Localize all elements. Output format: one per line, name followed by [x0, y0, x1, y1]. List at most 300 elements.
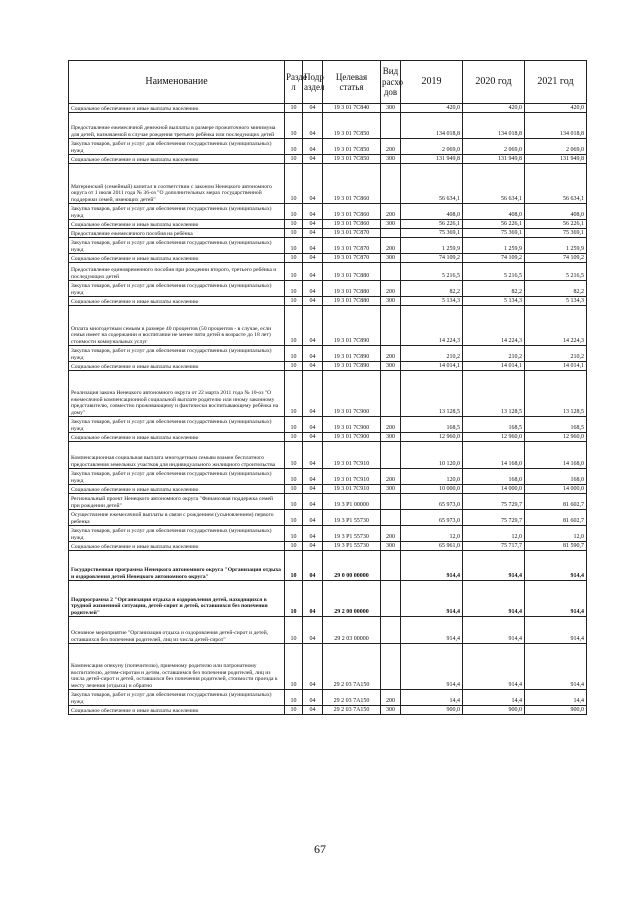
row-razdel: 10: [285, 551, 303, 581]
row-name: Реализация закона Ненецкого автономного округа от 22 марта 2011 года № 10-оз "О ежемесячной компенсационной социальной выплате родителю или иному законному представителю, совместно проживающему и фактически воспитывающему ребёнка на дому": [69, 371, 285, 417]
table-row: [69, 281, 587, 297]
row-razdel: 10: [285, 346, 303, 362]
row-podrazdel: 04: [303, 485, 323, 494]
row-podrazdel: 04: [303, 164, 323, 204]
row-podrazdel: 04: [303, 306, 323, 346]
row-value-2020: 5 216,5: [463, 263, 525, 281]
row-expense-type: [381, 229, 401, 238]
row-value-2021: 74 109,2: [525, 254, 587, 263]
row-value-2019: 120,0: [401, 469, 463, 485]
row-expense-type: [381, 371, 401, 417]
row-value-2020: 914,4: [463, 581, 525, 617]
row-expense-type: [381, 644, 401, 690]
row-razdel: 10: [285, 690, 303, 706]
row-podrazdel: 04: [303, 254, 323, 263]
row-expense-type: 200: [381, 690, 401, 706]
row-name: Предоставление ежемесячной денежной выплаты в размере прожиточного минимума для детей, назначаемой в случае рождения третьего ребёнка или последующих детей: [69, 113, 285, 139]
row-name: Социальное обеспечение и иные выплаты населению: [69, 706, 285, 715]
row-razdel: 10: [285, 617, 303, 644]
row-expense-type: [381, 510, 401, 526]
row-razdel: 10: [285, 644, 303, 690]
row-value-2021: 12,0: [525, 526, 587, 542]
row-value-2021: 420,0: [525, 104, 587, 113]
table-row: [69, 254, 587, 263]
table-row: [69, 155, 587, 164]
row-podrazdel: 04: [303, 469, 323, 485]
row-name: Материнский (семейный) капитал в соответствии с законом Ненецкого автономного округа от 1 июля 2011 года № 36-оз "О дополнительных мерах государственной поддержки семей, имеющих детей": [69, 164, 285, 204]
row-expense-type: 300: [381, 155, 401, 164]
row-value-2019: 131 949,8: [401, 155, 463, 164]
row-value-2021: 408,0: [525, 204, 587, 220]
row-target: 19 3 01 7С900: [323, 371, 381, 417]
row-podrazdel: 04: [303, 263, 323, 281]
row-target: 19 3 Р1 55730: [323, 510, 381, 526]
table-row: [69, 238, 587, 254]
row-name: Закупка товаров, работ и услуг для обеспечения государственных (муниципальных) нужд: [69, 417, 285, 433]
row-value-2019: 10 000,0: [401, 485, 463, 494]
row-razdel: 10: [285, 469, 303, 485]
row-value-2020: 14,4: [463, 690, 525, 706]
row-target: 19 3 01 7С860: [323, 220, 381, 229]
row-value-2020: 75 729,7: [463, 494, 525, 510]
row-value-2020: 14 168,0: [463, 442, 525, 469]
row-razdel: 10: [285, 306, 303, 346]
row-target: 19 3 01 7С880: [323, 297, 381, 306]
row-razdel: 10: [285, 526, 303, 542]
row-expense-type: 200: [381, 139, 401, 155]
table-row: [69, 690, 587, 706]
row-name: Закупка товаров, работ и услуг для обеспечения государственных (муниципальных) нужд: [69, 469, 285, 485]
row-value-2019: 65 973,0: [401, 494, 463, 510]
row-target: 19 3 01 7С910: [323, 485, 381, 494]
row-value-2019: 75 369,1: [401, 229, 463, 238]
row-value-2019: 13 128,5: [401, 371, 463, 417]
row-target: 19 3 Р1 55730: [323, 526, 381, 542]
table-row: [69, 113, 587, 139]
row-target: 19 3 01 7С860: [323, 164, 381, 204]
row-podrazdel: 04: [303, 238, 323, 254]
row-value-2020: 56 634,1: [463, 164, 525, 204]
row-value-2019: 210,2: [401, 346, 463, 362]
row-razdel: 10: [285, 220, 303, 229]
header-year-2021: 2021 год: [525, 61, 587, 104]
row-value-2021: 2 069,0: [525, 139, 587, 155]
row-value-2021: 914,4: [525, 581, 587, 617]
row-value-2019: 65 961,0: [401, 542, 463, 551]
header-target: Целевая статья: [323, 61, 381, 104]
row-value-2021: 914,4: [525, 644, 587, 690]
row-razdel: 10: [285, 485, 303, 494]
row-value-2021: 168,5: [525, 417, 587, 433]
row-name: Предоставление единовременного пособия при рождении второго, третьего ребёнка и последующих детей: [69, 263, 285, 281]
row-value-2020: 2 069,0: [463, 139, 525, 155]
header-expense-type: Вид расхо дов: [381, 61, 401, 104]
table-row: [69, 510, 587, 526]
row-value-2021: 914,4: [525, 617, 587, 644]
row-name: Закупка товаров, работ и услуг для обеспечения государственных (муниципальных) нужд: [69, 204, 285, 220]
header-year-2019: 2019: [401, 61, 463, 104]
row-name: Закупка товаров, работ и услуг для обеспечения государственных (муниципальных) нужд: [69, 139, 285, 155]
table-row: [69, 346, 587, 362]
row-expense-type: 200: [381, 281, 401, 297]
row-podrazdel: 04: [303, 510, 323, 526]
table-row: [69, 469, 587, 485]
row-expense-type: [381, 494, 401, 510]
row-value-2020: 12,0: [463, 526, 525, 542]
row-name: Социальное обеспечение и иные выплаты населению: [69, 220, 285, 229]
row-expense-type: [381, 164, 401, 204]
row-name: Оплата многодетным семьям в размере 40 процентов (50 процентов - в случае, если семья имеет на содержании и воспитании не менее пяти детей в возрасте до 18 лет) стоимости коммунальных услуг: [69, 306, 285, 346]
row-expense-type: 200: [381, 526, 401, 542]
row-podrazdel: 04: [303, 526, 323, 542]
row-razdel: 10: [285, 155, 303, 164]
row-value-2021: 900,0: [525, 706, 587, 715]
row-expense-type: 200: [381, 469, 401, 485]
row-expense-type: [381, 113, 401, 139]
row-value-2019: 14,4: [401, 690, 463, 706]
row-razdel: 10: [285, 238, 303, 254]
row-podrazdel: 04: [303, 220, 323, 229]
row-name: Социальное обеспечение и иные выплаты населению: [69, 362, 285, 371]
row-podrazdel: 04: [303, 104, 323, 113]
row-razdel: 10: [285, 362, 303, 371]
row-value-2021: 13 128,5: [525, 371, 587, 417]
row-name: Социальное обеспечение и иные выплаты населению: [69, 104, 285, 113]
row-razdel: 10: [285, 204, 303, 220]
row-name: Закупка товаров, работ и услуг для обеспечения государственных (муниципальных) нужд: [69, 690, 285, 706]
table-row: [69, 297, 587, 306]
row-value-2019: 914,4: [401, 551, 463, 581]
table-row: [69, 417, 587, 433]
row-value-2021: 134 018,8: [525, 113, 587, 139]
row-value-2020: 210,2: [463, 346, 525, 362]
table-header-row: [69, 61, 587, 104]
row-value-2019: 914,4: [401, 581, 463, 617]
row-value-2021: 14 000,0: [525, 485, 587, 494]
row-value-2021: 1 259,9: [525, 238, 587, 254]
row-expense-type: [381, 551, 401, 581]
row-target: 19 3 01 7С890: [323, 306, 381, 346]
header-razdel: Разде л: [285, 61, 303, 104]
row-podrazdel: 04: [303, 581, 323, 617]
row-expense-type: [381, 617, 401, 644]
row-razdel: 10: [285, 229, 303, 238]
row-expense-type: 300: [381, 433, 401, 442]
header-podrazdel: Подр аздел: [303, 61, 323, 104]
row-podrazdel: 04: [303, 706, 323, 715]
table-row: [69, 617, 587, 644]
row-expense-type: 200: [381, 346, 401, 362]
row-name: Осуществление ежемесячной выплаты в связи с рождением (усыновлением) первого ребенка: [69, 510, 285, 526]
row-value-2021: 12 960,0: [525, 433, 587, 442]
row-name: Государственная программа Ненецкого автономного округа "Организация отдыха и оздоровления детей Ненецкого автономного округа": [69, 551, 285, 581]
row-value-2019: 56 634,1: [401, 164, 463, 204]
row-name: Социальное обеспечение и иные выплаты населению: [69, 485, 285, 494]
row-target: 19 3 01 7С910: [323, 442, 381, 469]
row-expense-type: [381, 442, 401, 469]
row-razdel: 10: [285, 442, 303, 469]
row-name: Компенсация опекуну (попечителю), приемному родителю или патронатному воспитателю, детям-сиротам и детям, оставшимся без попечения родителей, лиц из числа детей-сирот и детей, оставшихся без попечения родителей, стоимости проезда к месту лечения (отдыха) и обратно: [69, 644, 285, 690]
row-name: Основное мероприятие "Организация отдыха и оздоровления детей-сирот и детей, оставшихся без попечения родителей, лиц из числа детей-сирот": [69, 617, 285, 644]
row-podrazdel: 04: [303, 362, 323, 371]
row-value-2019: 65 973,0: [401, 510, 463, 526]
row-value-2021: 75 369,1: [525, 229, 587, 238]
row-target: 19 3 01 7С840: [323, 104, 381, 113]
row-name: Предоставление ежемесячного пособия на ребёнка: [69, 229, 285, 238]
row-name: Закупка товаров, работ и услуг для обеспечения государственных (муниципальных) нужд: [69, 346, 285, 362]
row-target: 29 2 03 7А150: [323, 644, 381, 690]
row-target: 29 0 00 00000: [323, 551, 381, 581]
row-value-2021: 5 134,3: [525, 297, 587, 306]
row-podrazdel: 04: [303, 417, 323, 433]
row-expense-type: [381, 581, 401, 617]
row-name: Социальное обеспечение и иные выплаты населению: [69, 155, 285, 164]
row-value-2020: 5 134,3: [463, 297, 525, 306]
row-value-2019: 10 120,0: [401, 442, 463, 469]
row-expense-type: 300: [381, 485, 401, 494]
row-value-2019: 14 014,1: [401, 362, 463, 371]
row-expense-type: 300: [381, 297, 401, 306]
row-value-2019: 914,4: [401, 617, 463, 644]
table-row: [69, 263, 587, 281]
row-value-2020: 56 226,1: [463, 220, 525, 229]
table-row: [69, 526, 587, 542]
row-name: Региональный проект Ненецкого автономного округа "Финансовая поддержка семей при рождении детей": [69, 494, 285, 510]
row-name: Закупка товаров, работ и услуг для обеспечения государственных (муниципальных) нужд: [69, 526, 285, 542]
row-podrazdel: 04: [303, 139, 323, 155]
row-value-2021: 14 224,3: [525, 306, 587, 346]
row-name: Социальное обеспечение и иные выплаты населению: [69, 254, 285, 263]
budget-table: [68, 60, 587, 715]
row-value-2021: 210,2: [525, 346, 587, 362]
row-value-2020: 914,4: [463, 551, 525, 581]
row-podrazdel: 04: [303, 297, 323, 306]
row-value-2020: 420,0: [463, 104, 525, 113]
row-expense-type: 200: [381, 417, 401, 433]
row-value-2021: 14 168,0: [525, 442, 587, 469]
row-value-2021: 81 602,7: [525, 494, 587, 510]
row-razdel: 10: [285, 139, 303, 155]
table-row: [69, 371, 587, 417]
row-value-2020: 14 000,0: [463, 485, 525, 494]
row-podrazdel: 04: [303, 204, 323, 220]
row-podrazdel: 04: [303, 229, 323, 238]
row-target: 19 3 01 7С870: [323, 238, 381, 254]
row-value-2020: 75 729,7: [463, 510, 525, 526]
row-value-2021: 131 949,8: [525, 155, 587, 164]
table-row: [69, 306, 587, 346]
table-body: [69, 104, 587, 715]
table-row: [69, 551, 587, 581]
row-target: 29 2 00 00000: [323, 581, 381, 617]
row-value-2020: 12 960,0: [463, 433, 525, 442]
row-target: 29 2 03 7А150: [323, 706, 381, 715]
row-name: Социальное обеспечение и иные выплаты населению: [69, 433, 285, 442]
row-name: Компенсационная социальная выплата многодетным семьям взамен бесплатного предоставления земельных участков для индивидуального жилищного строительства: [69, 442, 285, 469]
row-value-2020: 900,0: [463, 706, 525, 715]
row-value-2021: 14 014,1: [525, 362, 587, 371]
row-expense-type: 300: [381, 220, 401, 229]
row-value-2020: 75 369,1: [463, 229, 525, 238]
table-row: [69, 485, 587, 494]
row-podrazdel: 04: [303, 690, 323, 706]
row-podrazdel: 04: [303, 433, 323, 442]
row-expense-type: [381, 263, 401, 281]
row-podrazdel: 04: [303, 371, 323, 417]
row-razdel: 10: [285, 417, 303, 433]
row-razdel: 10: [285, 510, 303, 526]
table-row: [69, 542, 587, 551]
row-value-2019: 408,0: [401, 204, 463, 220]
row-value-2019: 56 226,1: [401, 220, 463, 229]
row-expense-type: 300: [381, 254, 401, 263]
row-expense-type: 300: [381, 104, 401, 113]
row-target: 19 3 01 7С850: [323, 155, 381, 164]
row-razdel: 10: [285, 263, 303, 281]
table-row: [69, 433, 587, 442]
row-target: 19 3 Р1 00000: [323, 494, 381, 510]
row-expense-type: [381, 306, 401, 346]
row-expense-type: 200: [381, 238, 401, 254]
row-value-2019: 914,4: [401, 644, 463, 690]
row-value-2019: 420,0: [401, 104, 463, 113]
row-razdel: 10: [285, 433, 303, 442]
row-razdel: 10: [285, 113, 303, 139]
row-podrazdel: 04: [303, 113, 323, 139]
row-name: Социальное обеспечение и иные выплаты населению: [69, 542, 285, 551]
row-value-2020: 168,5: [463, 417, 525, 433]
row-value-2021: 56 634,1: [525, 164, 587, 204]
row-target: 19 3 01 7С910: [323, 469, 381, 485]
row-value-2021: 14,4: [525, 690, 587, 706]
table-row: [69, 229, 587, 238]
row-razdel: 10: [285, 254, 303, 263]
row-value-2020: 75 717,7: [463, 542, 525, 551]
row-target: 19 3 01 7С900: [323, 433, 381, 442]
row-value-2021: 81 602,7: [525, 510, 587, 526]
row-podrazdel: 04: [303, 617, 323, 644]
table-row: [69, 220, 587, 229]
header-name: Наименование: [69, 61, 285, 104]
row-expense-type: 300: [381, 362, 401, 371]
row-value-2021: 168,0: [525, 469, 587, 485]
row-target: 19 3 01 7С870: [323, 254, 381, 263]
row-value-2019: 82,2: [401, 281, 463, 297]
row-podrazdel: 04: [303, 494, 323, 510]
row-value-2019: 2 069,0: [401, 139, 463, 155]
row-value-2020: 408,0: [463, 204, 525, 220]
row-target: 19 3 01 7С880: [323, 263, 381, 281]
row-value-2019: 900,0: [401, 706, 463, 715]
row-podrazdel: 04: [303, 281, 323, 297]
row-name: Закупка товаров, работ и услуг для обеспечения государственных (муниципальных) нужд: [69, 238, 285, 254]
row-expense-type: 300: [381, 542, 401, 551]
budget-table-sheet: [68, 60, 586, 715]
row-podrazdel: 04: [303, 542, 323, 551]
row-target: 19 3 01 7С880: [323, 281, 381, 297]
row-value-2019: 1 259,9: [401, 238, 463, 254]
row-value-2019: 5 216,5: [401, 263, 463, 281]
row-value-2020: 134 018,8: [463, 113, 525, 139]
row-value-2019: 5 134,3: [401, 297, 463, 306]
row-target: 29 2 03 7А150: [323, 690, 381, 706]
row-target: 19 3 01 7С890: [323, 362, 381, 371]
row-razdel: 10: [285, 371, 303, 417]
row-value-2020: 168,0: [463, 469, 525, 485]
row-target: 19 3 01 7С900: [323, 417, 381, 433]
table-row: [69, 494, 587, 510]
row-value-2020: 74 109,2: [463, 254, 525, 263]
row-value-2021: 56 226,1: [525, 220, 587, 229]
row-target: 19 3 01 7С860: [323, 204, 381, 220]
row-razdel: 10: [285, 164, 303, 204]
row-value-2021: 5 216,5: [525, 263, 587, 281]
row-value-2019: 12,0: [401, 526, 463, 542]
row-value-2020: 914,4: [463, 617, 525, 644]
table-row: [69, 204, 587, 220]
row-value-2020: 82,2: [463, 281, 525, 297]
row-razdel: 10: [285, 104, 303, 113]
table-row: [69, 139, 587, 155]
table-row: [69, 164, 587, 204]
row-podrazdel: 04: [303, 155, 323, 164]
table-row: [69, 706, 587, 715]
row-name: Социальное обеспечение и иные выплаты населению: [69, 297, 285, 306]
row-value-2020: 14 014,1: [463, 362, 525, 371]
header-year-2020: 2020 год: [463, 61, 525, 104]
row-target: 19 3 01 7С890: [323, 346, 381, 362]
row-razdel: 10: [285, 706, 303, 715]
row-podrazdel: 04: [303, 551, 323, 581]
row-value-2019: 168,5: [401, 417, 463, 433]
row-value-2019: 12 960,0: [401, 433, 463, 442]
page-number: 67: [314, 842, 326, 856]
row-name: Закупка товаров, работ и услуг для обеспечения государственных (муниципальных) нужд: [69, 281, 285, 297]
row-value-2021: 81 590,7: [525, 542, 587, 551]
row-target: 19 3 01 7С870: [323, 229, 381, 238]
row-target: 29 2 03 00000: [323, 617, 381, 644]
row-expense-type: 300: [381, 706, 401, 715]
row-podrazdel: 04: [303, 442, 323, 469]
table-row: [69, 362, 587, 371]
row-value-2020: 914,4: [463, 644, 525, 690]
row-expense-type: 200: [381, 204, 401, 220]
row-value-2019: 74 109,2: [401, 254, 463, 263]
row-value-2020: 131 949,8: [463, 155, 525, 164]
table-row: [69, 581, 587, 617]
row-podrazdel: 04: [303, 644, 323, 690]
row-razdel: 10: [285, 281, 303, 297]
row-podrazdel: 04: [303, 346, 323, 362]
table-row: [69, 104, 587, 113]
row-value-2020: 13 128,5: [463, 371, 525, 417]
row-value-2020: 1 259,9: [463, 238, 525, 254]
table-row: [69, 442, 587, 469]
row-target: 19 3 01 7С850: [323, 139, 381, 155]
row-razdel: 10: [285, 581, 303, 617]
row-value-2019: 14 224,3: [401, 306, 463, 346]
row-value-2019: 134 018,8: [401, 113, 463, 139]
row-value-2020: 14 224,3: [463, 306, 525, 346]
row-target: 19 3 01 7С850: [323, 113, 381, 139]
row-target: 19 3 Р1 55730: [323, 542, 381, 551]
row-value-2021: 82,2: [525, 281, 587, 297]
table-row: [69, 644, 587, 690]
row-value-2021: 914,4: [525, 551, 587, 581]
row-name: Подпрограмма 2 "Организация отдыха и оздоровления детей, находящихся в трудной жизненной ситуации, детей-сирот и детей, оставшихся без попечения родителей": [69, 581, 285, 617]
row-razdel: 10: [285, 542, 303, 551]
row-razdel: 10: [285, 297, 303, 306]
